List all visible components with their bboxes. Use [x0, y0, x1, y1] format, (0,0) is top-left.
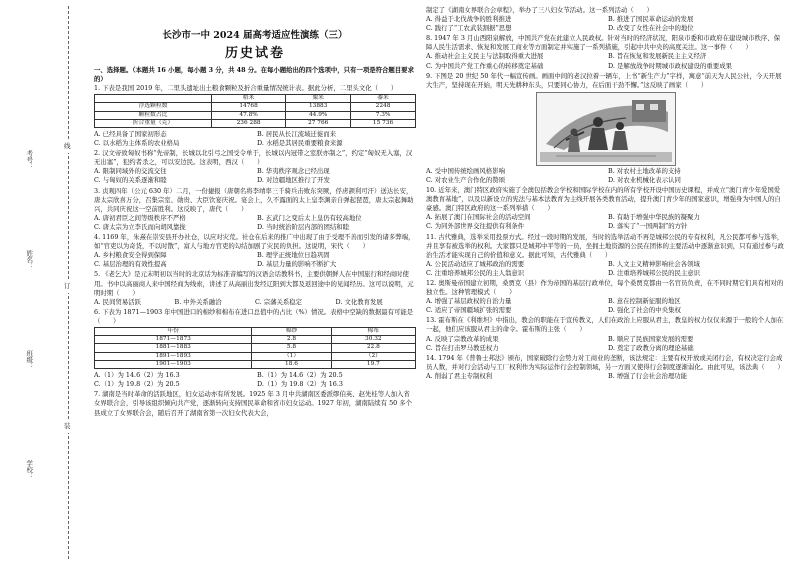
table-row	[95, 119, 416, 127]
options	[94, 371, 416, 389]
table-row	[95, 111, 416, 119]
table-cell: 18.6	[252, 360, 331, 368]
option-d[interactable]: D. 文化教育发展	[335, 297, 383, 306]
option-b[interactable]: B. 旨在恢复和发展新民主主义经济	[608, 52, 707, 61]
question-stem: 13. 霍布斯在《利维坦》中指出，教会的职能在于宣传教义，人们在政治上应服从君主，教皇的权力仅仅来源于一般的个人加在一起，他们应该服从君主的命令。霍布斯的主张（ ）	[426, 316, 784, 334]
poster-illustration	[536, 92, 676, 166]
option-c[interactable]: C. 为同外部世界交往提供有利条件	[426, 222, 525, 231]
question-14	[426, 354, 786, 381]
option-d[interactable]: D. 对边疆地区推行了开发	[257, 176, 330, 185]
options	[426, 167, 786, 185]
question-6	[94, 308, 416, 390]
question-stem: 9. 下图是 20 世纪 50 年代一幅宣传画。画面中间的老汉拉着一辆车，上书“新生产力”字样，寓意“前天为人民公社，今天开展大生产，坚持现在开始，明天先耕种东头，只要同心协力，在后面干劲不懈。”这反映了画家（ ）	[426, 71, 782, 89]
option-c[interactable]: C. 唐太宗为立李氏而向胡风靠拢	[94, 222, 186, 231]
left-column	[94, 6, 416, 562]
option-b[interactable]: B. 增强了行会社会治理功能	[608, 371, 688, 380]
right-column	[426, 6, 786, 562]
question-10	[426, 186, 786, 231]
question-stem: 5. 《老乞大》是元末明初以当时的北京话为标准音编写的汉语会话教科书，主要供朝鲜人在中国旅行和经商时使用。书中以高丽商人来中国经商为线索，讲述了从高丽出发经辽阳到大都及返回途中的见闻经历。这可以说明，元明时期（ ）	[94, 270, 414, 297]
table-row	[95, 360, 416, 368]
options	[426, 52, 786, 70]
question-7-continued	[426, 6, 786, 33]
table-cell: 2248	[351, 103, 416, 111]
question-stem: 1. 下表是我国 2019 年，二里头遗址出土粮食颗粒及折合重量情况统计表。据此分析，二里头文化（ ）	[94, 83, 398, 92]
seal-mark-line: 线	[64, 140, 71, 153]
option-a[interactable]: A. 已经具备了国家初形态	[94, 130, 167, 139]
table-cell: 1891—1893	[95, 352, 252, 360]
seal-mark-staple: 装	[64, 420, 71, 433]
option-a[interactable]: A. 受中国传统绘画风格影响	[426, 166, 505, 175]
propaganda-poster-figure	[426, 92, 786, 166]
table-cell: 13883	[286, 103, 351, 111]
table-cell: 30.32	[331, 336, 415, 344]
option-c[interactable]: C. 旨在打击罗马教廷权力	[426, 343, 499, 352]
option-b[interactable]: B. 华夷秩序观念已经出现	[257, 167, 330, 176]
school-label: 学校：	[25, 460, 34, 480]
table-cell: 1901—1903	[95, 360, 252, 368]
table-cell: 1881—1883	[95, 344, 252, 352]
options	[426, 213, 786, 231]
option-d[interactable]: D. 是解放战争时期城市政权建设的重要成果	[608, 61, 732, 70]
option-c[interactable]: C. 适应了帝国疆域扩张的需要	[426, 306, 512, 315]
options	[426, 335, 786, 353]
option-b[interactable]: B. 玄武门之变后太上皇仍有较高地位	[257, 213, 362, 222]
question-3	[94, 187, 416, 232]
question-stem: 6. 下表为 1871—1903 年中国进口的棉纱和棉布在进口总值中的占比（%）情况。表格中空缺的数据最有可能是（ ）	[94, 307, 414, 325]
option-b[interactable]: B.（1）为 14.6（2）为 20.5	[257, 371, 343, 380]
question-stem: 14. 1794 年《普鲁士邦法》颁布，国家破除行会势力对工商业的垄断，该法规定：主要有权开放或关闭行会，有权决定行会成员人数，并对行会活动与工厂权利作为实际运作行会控制领域，另一方面又使得行会制度逐渐弱化。由此可见，该法典（ ）	[426, 353, 784, 371]
table-cell: 19.7	[331, 360, 415, 368]
option-b[interactable]: B. 顺应了民族国家发展的需要	[608, 334, 694, 343]
option-d[interactable]: D. 对农业机械化表示认同	[608, 175, 681, 184]
option-a[interactable]: A. 反映了宗教改革的成果	[426, 334, 499, 343]
table-cell: 15 736	[351, 119, 416, 127]
option-c[interactable]: C. 注重培养城邦公民的主人翁意识	[426, 268, 525, 277]
table-row	[95, 344, 416, 352]
option-b[interactable]: B. 人文主义精神影响社会各领域	[608, 259, 700, 268]
option-d[interactable]: D. 奠定了政教分离的理论基础	[608, 343, 694, 352]
table-header: 棉布	[331, 327, 415, 335]
question-stem: 12. 奥斯曼帝国建立初期，桑贾克（县）作为帝国的基层行政单位，每个桑贾克都由一名官员负责，在不同时期它们具有相对的独立性。这种管理模式（ ）	[426, 278, 784, 297]
option-c[interactable]: C. 践行了“工农武装割据”思想	[426, 24, 512, 33]
question-stem: 11. 古代雅典，选举采用投票方式。经过一段时期的发展，当时的选举活动不再是城邦公民的专有权利，凡公民都可参与选举，并且享有被选举的权利。大家都只是城邦中平等的一员，坐拥土地资源的公民在团体的主要活动中逐渐意识到，只有通过参与政治生活才能实现自己的价值和意义。据此可知，古代雅典（ ）	[426, 232, 784, 259]
table-header-row	[95, 327, 416, 335]
table-cell: 22.8	[331, 344, 415, 352]
cotton-table	[94, 327, 416, 369]
exam-title: 长沙市一中 2024 届高考适应性演练（三）	[162, 30, 348, 41]
options	[426, 260, 786, 278]
table-row	[95, 336, 416, 344]
option-b[interactable]: B. 对农村土地改革的支持	[608, 166, 681, 175]
option-b[interactable]: B. 意在控制新征服的地区	[608, 297, 681, 306]
option-c[interactable]: C. 与匈奴的关系逐渐和睦	[94, 176, 167, 185]
table-cell: 颗粒数占比	[95, 111, 212, 119]
option-c[interactable]: C. 为中国共产党工作重心的转移奠定基础	[426, 61, 544, 70]
options	[94, 167, 416, 185]
option-d[interactable]: D. 当时统治阶层内部的团结和睦	[257, 222, 350, 231]
question-1	[94, 84, 416, 148]
question-9	[426, 72, 786, 185]
question-stem: 7. 湖南是当时革命的活跃地区，妇女运动亦有所发展。1925 年 3 月中共湖南区委派缪伯英、赵先桂等人加入省女界联合会，引导该组织倾向共产党，逐渐转向支持国民革命和省市妇女运动。1927 年初，湖南陆续有 50 多个县成立了女界联合会，随后召开了湖南省第一次妇女代表大会，	[94, 390, 413, 417]
question-2	[94, 149, 416, 185]
option-a[interactable]: A. 削弱了君主专制权利	[426, 371, 493, 380]
table-cell: 折合重量（克）	[95, 119, 212, 127]
question-stem: 3. 贞观四年（公元 630 年）二月，一份捷报（唐朝名将李靖率三千骑兵击败东突厥，俘虏颉利可汗）送达长安，唐太宗欣喜万分，召集宗室、勋贵、大臣饮宴庆祝。宴会上，久不露面的太上皇李渊亲自弹起琵琶，唐太宗起舞助兴，共同庆祝这一空前胜利。这反映了，唐代（ ）	[94, 186, 414, 213]
table-cell: （1）	[252, 352, 331, 360]
table-cell: 2.8	[252, 336, 331, 344]
grain-table	[94, 94, 416, 128]
section-heading: 一、选择题。（本题共 16 小题，每小题 3 分，共 48 分。在每小题给出的四个选项中，只有一项是符合题目要求的）	[94, 65, 414, 83]
table-row	[95, 352, 416, 360]
question-stem: 2. 汉文帝致匈奴书称“先帝制，长城以北引弓之国受令单于，长城以内冠带之室朕亦制之”，约定“匈奴无入塞，汉无出塞”，犯约者杀之，可以安边民。这表明，西汉（ ）	[94, 149, 413, 167]
option-a[interactable]: A. 民间贸易活跃	[94, 297, 142, 306]
class-label: 班级：	[25, 350, 34, 370]
options	[426, 372, 786, 381]
options	[426, 15, 786, 33]
option-a[interactable]: A. 增强了基层政权的自治力量	[426, 297, 512, 306]
table-row	[95, 103, 416, 111]
option-a[interactable]: A. 公民活动适应了城邦政治的需要	[426, 259, 525, 268]
table-cell: 47.8%	[211, 111, 285, 119]
option-a[interactable]: A. 限制同域外的交流交往	[94, 167, 167, 176]
option-d[interactable]: D. 注重培养城邦公民的民主意识	[608, 268, 701, 277]
table-cell: （2）	[331, 352, 415, 360]
table-cell: 27 766	[286, 119, 351, 127]
question-stem: 制定了《湖南女界联合会章程》，举办了三八妇女节活动。这一系列活动（ ）	[426, 6, 653, 14]
table-header: 年份	[95, 327, 252, 335]
option-a[interactable]: A. 唐初君臣之间等级秩序不严格	[94, 213, 186, 222]
option-a[interactable]: A. 推动社会主义民主与法制取得重大进展	[426, 52, 544, 61]
table-header-row	[95, 95, 416, 103]
question-stem: 10. 近年来，澳门特区政府实施了全澳包括教会学校和国际学校在内的所有学校开设中国历史课程，并成立“澳门青少年爱国爱澳教育基地”，以及以新设立的宪法与基本法教育为主线开展各类教育活动，提升澳门青少年的国家意识，增强身为中国人的自豪感。澳门特区政府的这一系列举措（ ）	[426, 186, 781, 213]
table-header: 黍米	[351, 95, 416, 103]
table-header: 稻米	[211, 95, 285, 103]
table-cell: 44.9%	[286, 111, 351, 119]
options	[94, 298, 416, 307]
question-stem: 8. 1947 年 3 月山西阳泉解放，中国共产党在此建立人民政权。针对当时的经济状况，阳泉市委和市政府在建设城市秩序、保障人民生活需求、恢复和发展工商业等方面制定并实施了一系列措施，引起中共中央的高度关注。这一事件（ ）	[426, 34, 781, 52]
question-8	[426, 34, 786, 70]
option-d[interactable]: D. 落实了“一国两制”的方针	[608, 222, 688, 231]
table-header	[95, 95, 212, 103]
option-b[interactable]: B. 中外关系融洽	[174, 297, 222, 306]
options	[426, 297, 786, 315]
table-cell: 浮选颗粒数	[95, 103, 212, 111]
question-11	[426, 233, 786, 278]
exam-no-label: 考号：	[25, 150, 34, 170]
question-12	[426, 279, 786, 315]
option-c[interactable]: C. 基层治理的有效性提高	[94, 260, 167, 269]
question-7	[94, 390, 416, 417]
option-d[interactable]: D. 强化了社会的中央集权	[608, 306, 681, 315]
option-a[interactable]: A. 乡村粮食安全得到保障	[94, 251, 167, 260]
question-4	[94, 233, 416, 269]
table-cell: 5.8	[252, 344, 331, 352]
table-cell: 1871—1873	[95, 336, 252, 344]
option-c[interactable]: C. 对农业生产合作化的赞颂	[426, 175, 506, 184]
option-c[interactable]: C. 宗藩关系稳定	[255, 297, 303, 306]
option-c[interactable]: C.（1）为 19.8（2）为 20.5	[94, 380, 180, 389]
seal-mark-bind: 订	[64, 280, 71, 293]
option-d[interactable]: D. 改变了女性在社会中的地位	[608, 24, 694, 33]
table-cell: 14768	[211, 103, 285, 111]
option-b[interactable]: B. 居民从长江流域迁徙而来	[257, 130, 337, 139]
options	[94, 214, 416, 232]
option-b[interactable]: B. 推进了国民革命运动的发展	[608, 15, 694, 24]
option-b[interactable]: B. 理学正统地位日趋巩固	[257, 251, 330, 260]
options	[94, 130, 416, 148]
options	[94, 251, 416, 269]
option-d[interactable]: D. 水稻是其居民重要粮食来源	[257, 139, 343, 148]
option-a[interactable]: A.（1）为 14.6（2）为 16.3	[94, 371, 180, 380]
option-a[interactable]: A. 拓展了澳门在国际社会的活动空间	[426, 213, 531, 222]
option-d[interactable]: D.（1）为 19.8（2）为 16.3	[257, 380, 343, 389]
option-d[interactable]: D. 基层力量的影响不断扩大	[257, 260, 337, 269]
option-a[interactable]: A. 得益于北伐战争的胜利推进	[426, 15, 512, 24]
question-13	[426, 316, 786, 352]
table-header: 棉纱	[252, 327, 331, 335]
table-header: 粟米	[286, 95, 351, 103]
question-stem: 4. 1169 年，朱熹在崇安县开办社仓，以应对灾荒。社仓在后来的推广中出现了由于受理不善而引发的诸多弊端，如“官吏以为奇货，不以时散”，富人与地方官吏的勾结加剧了灾民的负担。这说明，宋代（ ）	[94, 233, 415, 251]
option-b[interactable]: B. 有助于增强中华民族的凝聚力	[608, 213, 700, 222]
option-c[interactable]: C. 以水稻为主体系的农业格局	[94, 139, 180, 148]
table-cell: 7.3%	[351, 111, 416, 119]
table-cell: 236 288	[211, 119, 285, 127]
question-5	[94, 270, 416, 306]
name-label: 姓名：	[25, 250, 34, 270]
subject-title: 历史试卷	[224, 46, 285, 62]
binding-margin	[2, 0, 90, 565]
